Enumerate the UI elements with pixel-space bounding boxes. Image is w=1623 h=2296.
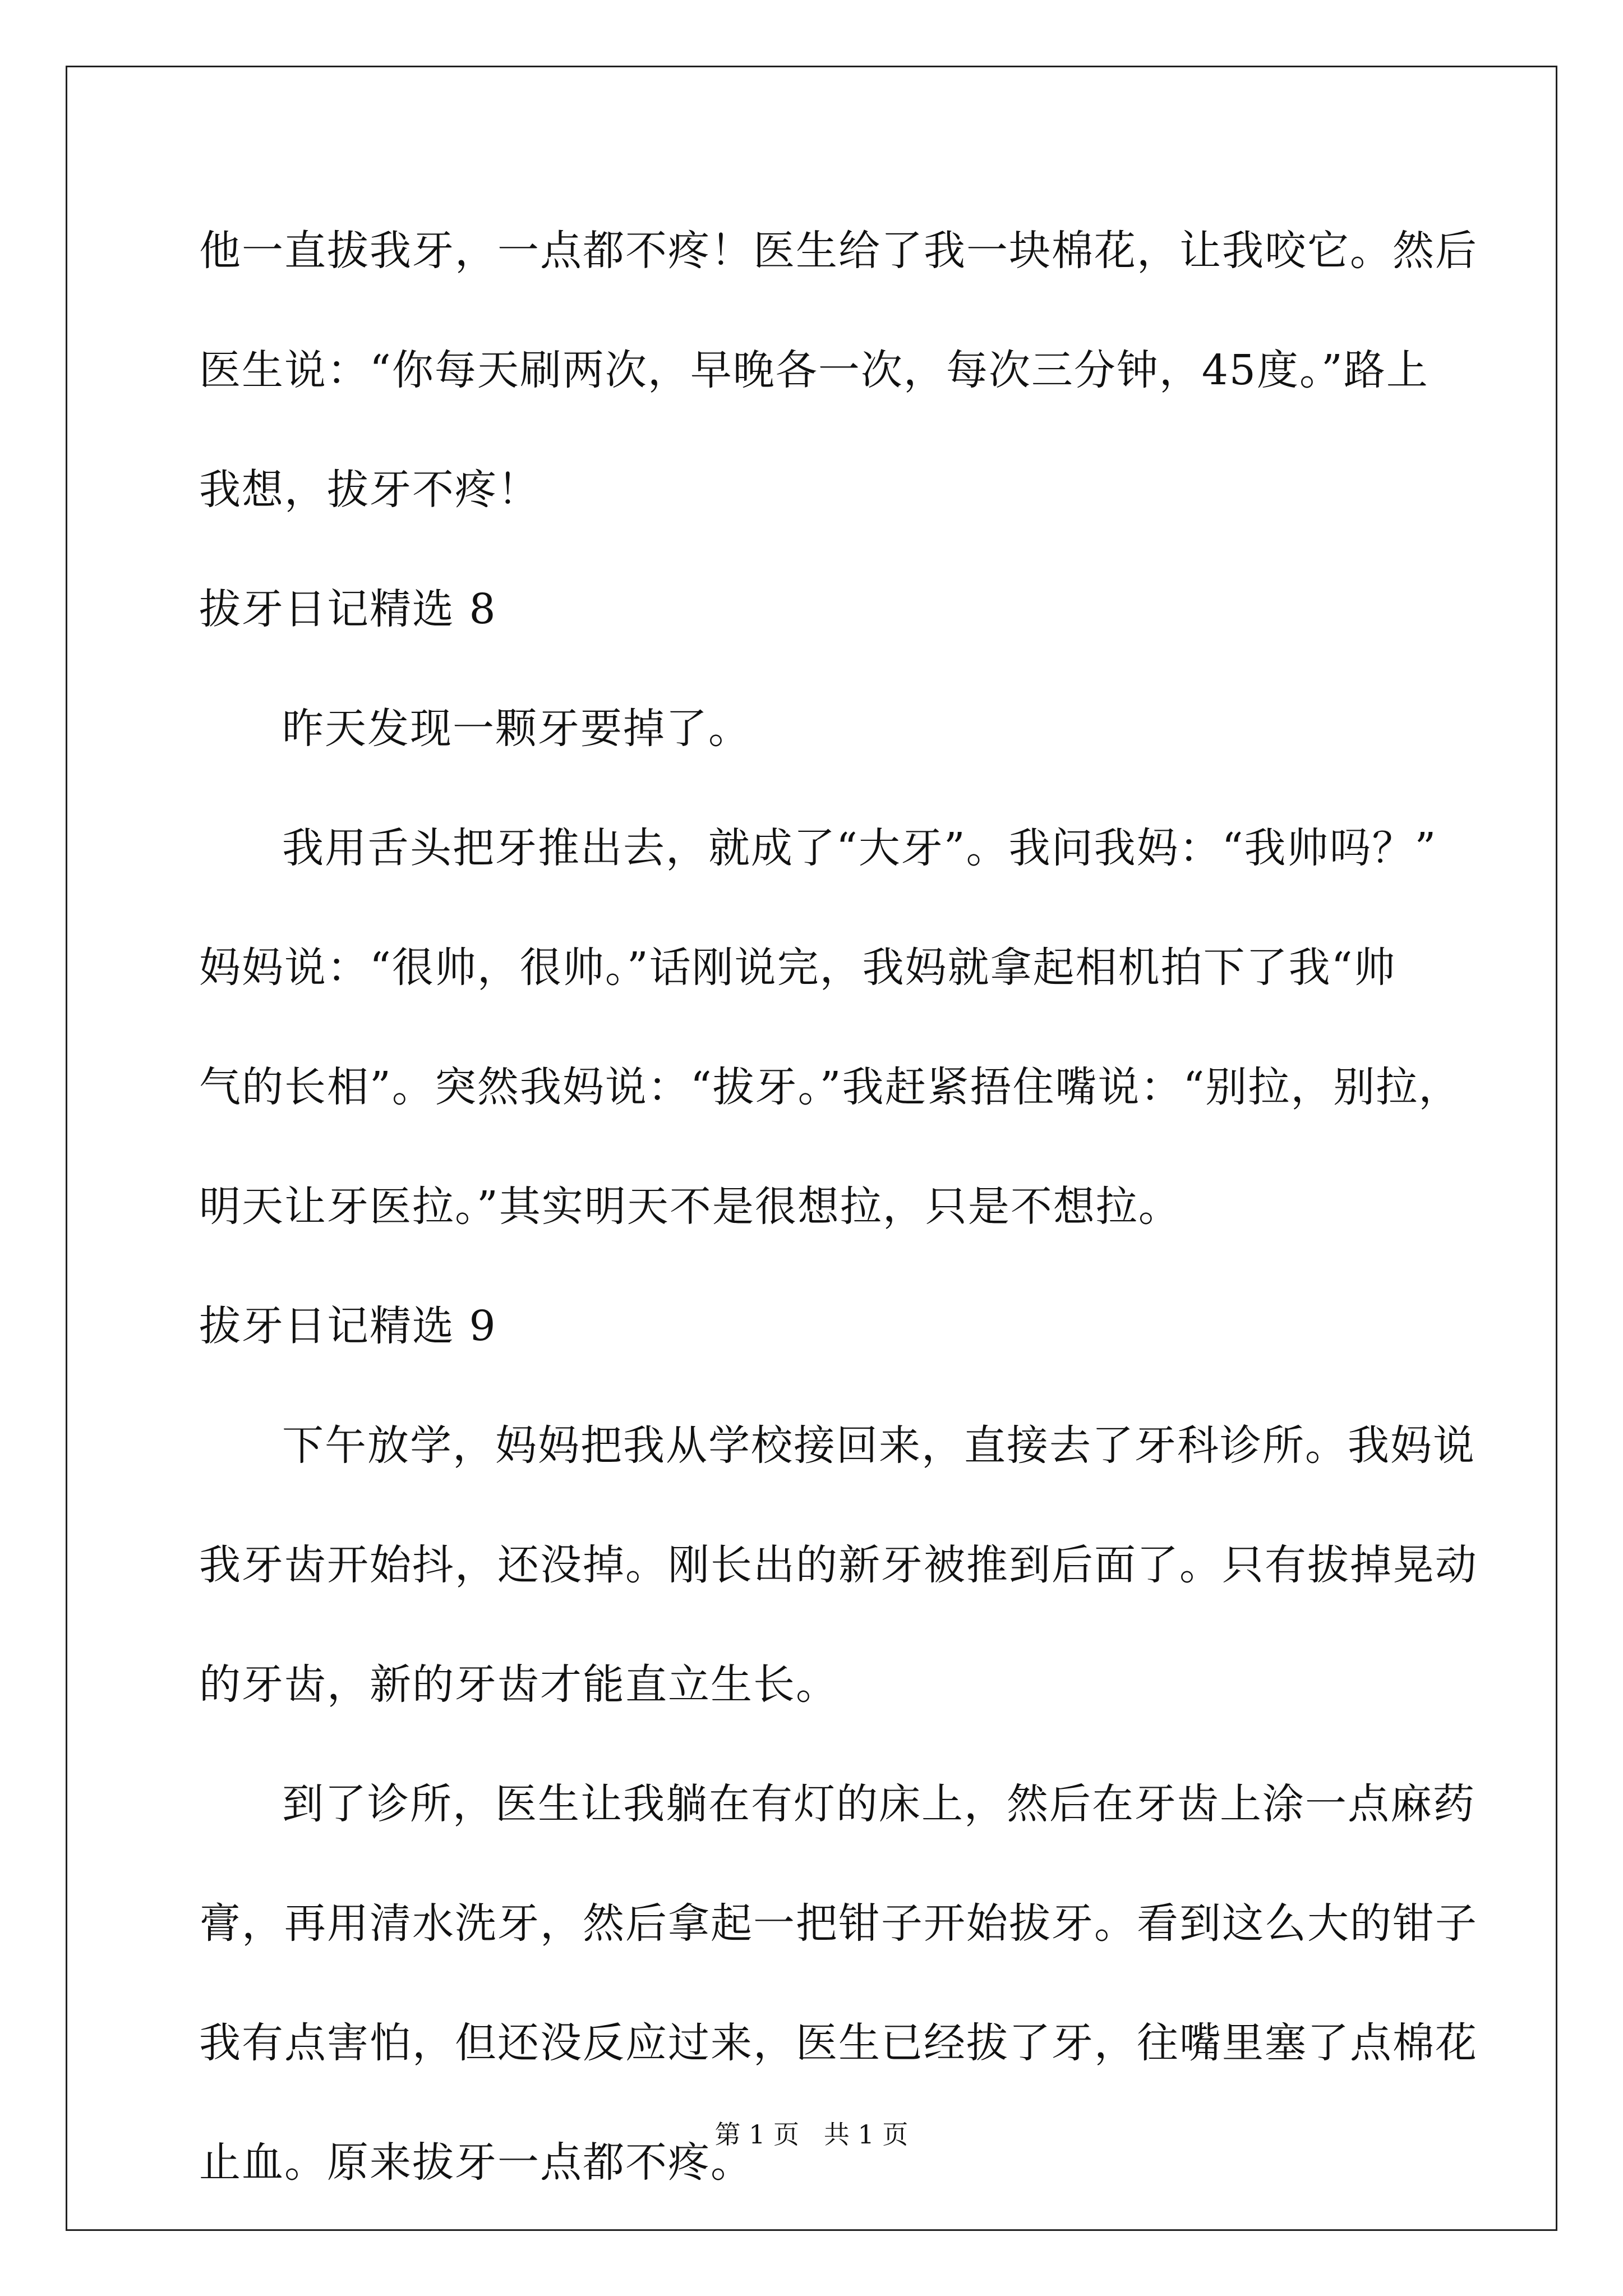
text-line: 我用舌头把牙推出去，就成了“大牙”。我问我妈：“我帅吗？”	[282, 824, 1437, 872]
text-line: 他一直拔我牙，一点都不疼！医生给了我一块棉花，让我咬它。然后	[199, 227, 1478, 275]
text-line: 明天让牙医拉。”其实明天不是很想拉，只是不想拉。	[199, 1182, 1181, 1231]
text-line: 我想，拔牙不疼！	[199, 466, 540, 514]
section-heading: 拔牙日记精选 9	[199, 1302, 497, 1350]
text-line: 膏，再用清水洗牙，然后拿起一把钳子开始拔牙。看到这么大的钳子	[199, 1899, 1478, 1948]
text-line: 止血。原来拔牙一点都不疼。	[199, 2138, 753, 2187]
text-line: 到了诊所，医生让我躺在有灯的床上，然后在牙齿上涂一点麻药	[282, 1780, 1476, 1828]
text-line: 我牙齿开始抖，还没掉。刚长出的新牙被推到后面了。只有拔掉晃动	[199, 1541, 1478, 1589]
text-line: 妈妈说：“很帅，很帅。”话刚说完，我妈就拿起相机拍下了我“帅	[199, 944, 1396, 992]
text-line: 的牙齿，新的牙齿才能直立生长。	[199, 1660, 838, 1709]
text-line: 昨天发现一颗牙要掉了。	[282, 705, 751, 753]
section-heading: 拔牙日记精选 8	[199, 585, 497, 633]
text-line: 气的长相”。突然我妈说：“拔牙。”我赶紧捂住嘴说：“别拉，别拉，	[199, 1063, 1461, 1111]
text-line: 我有点害怕，但还没反应过来，医生已经拔了牙，往嘴里塞了点棉花	[199, 2019, 1478, 2067]
text-line: 医生说：“你每天刷两次，早晚各一次，每次三分钟，45度。”路上	[199, 346, 1429, 394]
text-line: 下午放学，妈妈把我从学校接回来，直接去了牙科诊所。我妈说	[282, 1421, 1476, 1470]
document-body	[199, 213, 1478, 2244]
page-number-footer: 第 1 页 共 1 页	[714, 2119, 909, 2150]
